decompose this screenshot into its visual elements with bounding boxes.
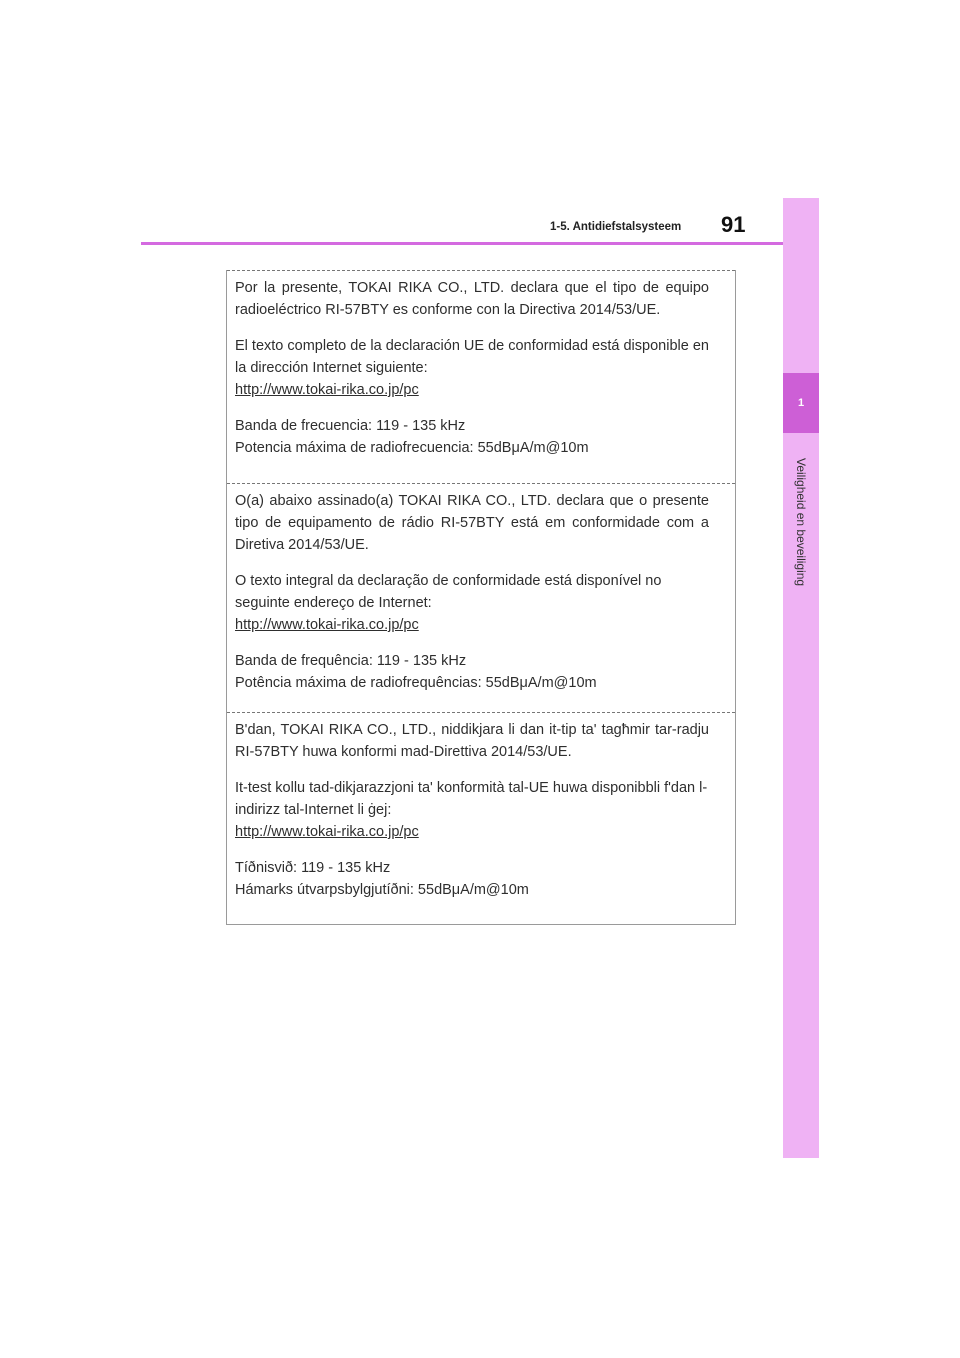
declaration-url-link[interactable]: http://www.tokai-rika.co.jp/pc xyxy=(235,617,419,633)
availability-text: El texto completo de la declaración UE de conformidad está disponible en la dirección Internet siguiente: xyxy=(235,338,709,376)
availability-text: It-test kollu tad-dikjarazzjoni ta' konformità tal-UE huwa disponibbli f'dan l-indirizz tal-Internet li ġej: xyxy=(235,780,708,818)
declaration-text: O(a) abaixo assinado(a) TOKAI RIKA CO., LTD. declara que o presente tipo de equipamento de rádio RI-57BTY está em conformidade com a Diretiva 2014/53/UE. xyxy=(235,493,709,553)
declaration-url-link[interactable]: http://www.tokai-rika.co.jp/pc xyxy=(235,382,419,398)
section-title: 1-5. Antidiefstalsysteem xyxy=(550,221,682,233)
availability-text: O texto integral da declaração de conformidade está disponível no seguinte endereço de Internet: xyxy=(235,573,662,611)
page-number: 91 xyxy=(721,212,746,237)
chapter-number: 1 xyxy=(797,397,805,409)
frequency-text: Banda de frequência: 119 - 135 kHz xyxy=(235,653,467,669)
declaration-url-link[interactable]: http://www.tokai-rika.co.jp/pc xyxy=(235,824,419,840)
power-text: Hámarks útvarpsbylgjutíðni: 55dBμA/m@10m xyxy=(235,882,529,898)
power-text: Potencia máxima de radiofrecuencia: 55dBμA/m@10m xyxy=(235,440,589,456)
chapter-label-container xyxy=(783,458,819,798)
declaration-box xyxy=(226,270,736,925)
chapter-label: Veiligheid en beveiliging xyxy=(794,458,808,587)
declaration-text: B'dan, TOKAI RIKA CO., LTD., niddikjara li dan it-tip ta' tagħmir tar-radju RI-57BTY huwa konformi mad-Direttiva 2014/53/UE. xyxy=(235,722,709,760)
declaration-text: Por la presente, TOKAI RIKA CO., LTD. declara que el tipo de equipo radioeléctrico RI-57BTY es conforme con la Directiva 2014/53/UE. xyxy=(235,280,709,318)
frequency-text: Banda de frecuencia: 119 - 135 kHz xyxy=(235,418,466,434)
frequency-text: Tíðnisvið: 119 - 135 kHz xyxy=(235,860,391,876)
declaration-block-mt xyxy=(227,712,735,901)
chapter-number-tab[interactable] xyxy=(783,373,819,433)
declaration-block-es xyxy=(227,270,735,459)
declaration-block-pt xyxy=(227,483,735,694)
power-text: Potência máxima de radiofrequências: 55dBμA/m@10m xyxy=(235,675,597,691)
chapter-sidebar xyxy=(783,198,819,1158)
header-divider xyxy=(141,242,783,245)
